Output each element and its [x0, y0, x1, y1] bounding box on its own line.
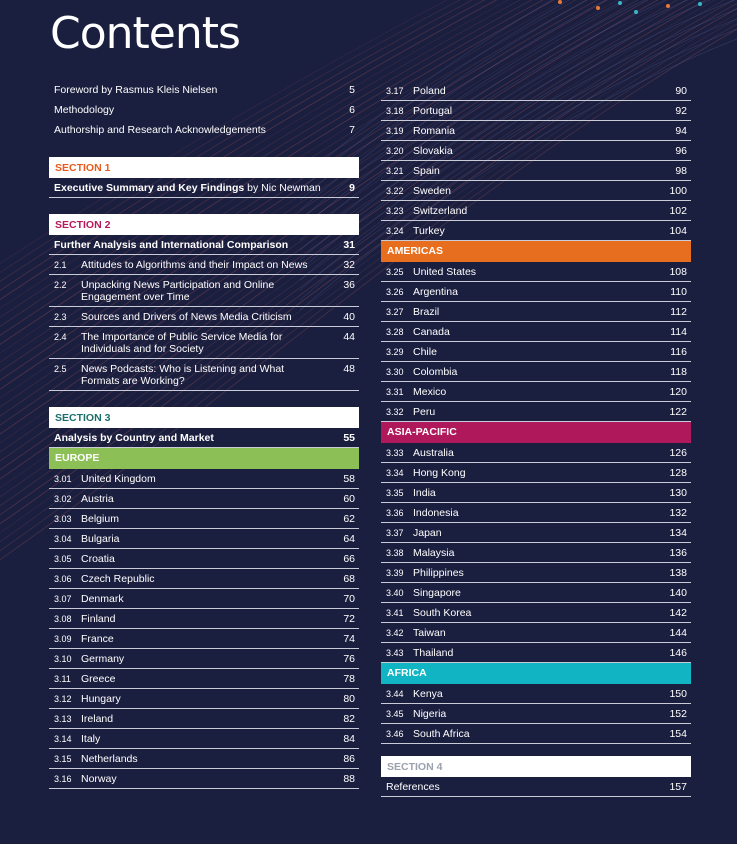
entry-label: News Podcasts: Who is Listening and What Formats are Working? [81, 363, 285, 387]
entry-label: Argentina [413, 286, 458, 298]
entry-label: Romania [413, 125, 456, 137]
toc-entry[interactable] [381, 322, 691, 342]
toc-entry[interactable] [49, 327, 359, 359]
entry-page: 92 [675, 105, 687, 117]
entry-label: Thailand [413, 647, 454, 659]
entry-label: Further Analysis and International Comparison [54, 239, 289, 251]
toc-entry[interactable] [49, 101, 359, 121]
entry-label: Spain [413, 165, 440, 177]
entry-page: 64 [343, 533, 355, 545]
entry-label: Indonesia [413, 507, 459, 519]
entry-page: 58 [343, 473, 355, 485]
asia-pacific-list [381, 443, 691, 663]
entry-label: Mexico [413, 386, 447, 398]
entry-number: 2.2 [54, 280, 67, 290]
toc-entry[interactable] [49, 529, 359, 549]
europe-region-header: EUROPE [49, 448, 359, 469]
europe-list-part1 [49, 469, 359, 789]
entry-label: Finland [81, 613, 116, 625]
entry-label: Sweden [413, 185, 451, 197]
entry-number: 3.26 [386, 287, 404, 297]
entry-page: 110 [670, 286, 687, 298]
entry-page: 130 [669, 487, 687, 499]
toc-entry[interactable] [49, 729, 359, 749]
entry-page: 114 [670, 326, 687, 338]
toc-entry[interactable] [381, 623, 691, 643]
entry-label: Nigeria [413, 708, 447, 720]
toc-entry[interactable] [49, 509, 359, 529]
toc-entry[interactable] [381, 81, 691, 101]
entry-page: 80 [343, 693, 355, 705]
entry-page: 76 [343, 653, 355, 665]
entry-number: 3.42 [386, 628, 404, 638]
entry-number: 3.22 [386, 186, 404, 196]
entry-label: Slovakia [413, 145, 453, 157]
entry-number: 3.06 [54, 574, 72, 584]
entry-page: 132 [669, 507, 687, 519]
entry-label: Germany [81, 653, 125, 665]
entry-number: 3.34 [386, 468, 404, 478]
entry-number: 3.02 [54, 494, 72, 504]
decorative-dot [698, 2, 702, 6]
entry-number: 3.30 [386, 367, 404, 377]
entry-page: 31 [343, 239, 355, 251]
toc-entry[interactable] [49, 769, 359, 789]
entry-label: Executive Summary and Key Findings by Nic Newman [54, 182, 321, 194]
entry-page: 96 [675, 145, 687, 157]
entry-label: South Korea [413, 607, 472, 619]
entry-label: Croatia [81, 553, 115, 565]
entry-number: 3.39 [386, 568, 404, 578]
americas-list [381, 262, 691, 422]
entry-page: 146 [669, 647, 687, 659]
toc-entry[interactable] [381, 362, 691, 382]
entry-page: 5 [349, 84, 355, 96]
entry-number: 3.46 [386, 729, 404, 739]
toc-entry[interactable] [381, 483, 691, 503]
toc-entry-further-analysis[interactable] [49, 235, 359, 255]
entry-page: 36 [343, 279, 355, 291]
entry-label: Czech Republic [81, 573, 155, 585]
entry-label: Philippines [413, 567, 464, 579]
entry-page: 104 [669, 225, 687, 237]
entry-number: 2.1 [54, 260, 67, 270]
entry-number: 3.27 [386, 307, 404, 317]
entry-number: 2.3 [54, 312, 67, 322]
decorative-dot [634, 10, 638, 14]
toc-entry[interactable] [381, 161, 691, 181]
entry-label: Belgium [81, 513, 119, 525]
toc-entry[interactable] [49, 469, 359, 489]
entry-number: 2.5 [54, 364, 67, 374]
entry-page: 44 [343, 331, 355, 343]
entry-number: 3.35 [386, 488, 404, 498]
americas-region-header: AMERICAS [381, 241, 691, 262]
entry-page: 134 [669, 527, 687, 539]
entry-label: Turkey [413, 225, 445, 237]
entry-page: 6 [349, 104, 355, 116]
entry-number: 3.20 [386, 146, 404, 156]
entry-label: Singapore [413, 587, 461, 599]
entry-label: The Importance of Public Service Media for Individuals and for Society [81, 331, 283, 355]
entry-page: 136 [669, 547, 687, 559]
entry-page: 126 [669, 447, 687, 459]
entry-label: Foreword by Rasmus Kleis Nielsen [54, 84, 218, 96]
entry-label: Switzerland [413, 205, 468, 217]
entry-page: 48 [343, 363, 355, 375]
entry-page: 116 [670, 346, 687, 358]
toc-entry[interactable] [381, 503, 691, 523]
toc-entry[interactable] [381, 101, 691, 121]
entry-number: 3.12 [54, 694, 72, 704]
entry-label: Netherlands [81, 753, 138, 765]
entry-page: 86 [343, 753, 355, 765]
entry-number: 3.28 [386, 327, 404, 337]
toc-entry[interactable] [381, 221, 691, 241]
entry-label: Brazil [413, 306, 440, 318]
toc-entry[interactable] [381, 704, 691, 724]
entry-label: Poland [413, 85, 446, 97]
entry-page: 112 [670, 306, 687, 318]
entry-page: 9 [349, 182, 355, 194]
entry-page: 66 [343, 553, 355, 565]
entry-number: 3.33 [386, 448, 404, 458]
toc-entry[interactable] [49, 629, 359, 649]
entry-number: 3.08 [54, 614, 72, 624]
entry-number: 3.21 [386, 166, 404, 176]
entry-number: 3.23 [386, 206, 404, 216]
toc-entry[interactable] [381, 777, 691, 797]
toc-entry-country-analysis[interactable] [49, 428, 359, 448]
entry-number: 3.25 [386, 267, 404, 277]
decorative-dot [558, 0, 562, 4]
entry-number: 3.10 [54, 654, 72, 664]
entry-label: Methodology [54, 104, 115, 116]
entry-page: 157 [669, 781, 687, 793]
toc-entry[interactable] [381, 201, 691, 221]
toc-entry[interactable] [381, 443, 691, 463]
entry-number: 3.45 [386, 709, 404, 719]
entry-label: Analysis by Country and Market [54, 432, 214, 444]
toc-left-column [49, 81, 359, 789]
toc-entry[interactable] [49, 689, 359, 709]
entry-page: 98 [675, 165, 687, 177]
entry-label: Hungary [81, 693, 121, 705]
entry-page: 100 [669, 185, 687, 197]
decorative-dot [618, 1, 622, 5]
toc-entry[interactable] [49, 307, 359, 327]
entry-page: 84 [343, 733, 355, 745]
toc-entry[interactable] [49, 359, 359, 391]
toc-entry[interactable] [381, 523, 691, 543]
toc-entry[interactable] [49, 589, 359, 609]
section-4-header: SECTION 4 [381, 756, 691, 777]
intro-list [49, 81, 359, 141]
entry-number: 3.37 [386, 528, 404, 538]
entry-label: India [413, 487, 436, 499]
toc-entry[interactable] [381, 342, 691, 362]
entry-number: 3.17 [386, 86, 404, 96]
entry-label: Malaysia [413, 547, 455, 559]
entry-label: United States [413, 266, 477, 278]
entry-number: 3.07 [54, 594, 72, 604]
entry-label: Ireland [81, 713, 114, 725]
toc-entry[interactable] [381, 724, 691, 744]
section-4-list [381, 777, 691, 797]
toc-entry[interactable] [49, 649, 359, 669]
africa-region-header: AFRICA [381, 663, 691, 684]
toc-entry[interactable] [381, 121, 691, 141]
entry-page: 72 [343, 613, 355, 625]
section-2-header: SECTION 2 [49, 214, 359, 235]
entry-page: 55 [343, 432, 355, 444]
entry-page: 140 [669, 587, 687, 599]
toc-entry[interactable] [49, 669, 359, 689]
entry-page: 102 [669, 205, 687, 217]
entry-number: 3.13 [54, 714, 72, 724]
entry-page: 94 [675, 125, 687, 137]
entry-label: Denmark [81, 593, 124, 605]
entry-number: 3.19 [386, 126, 404, 136]
entry-page: 82 [343, 713, 355, 725]
entry-page: 78 [343, 673, 355, 685]
entry-label: Canada [413, 326, 450, 338]
entry-number: 3.40 [386, 588, 404, 598]
entry-number: 3.14 [54, 734, 72, 744]
entry-page: 120 [669, 386, 687, 398]
toc-entry[interactable] [49, 609, 359, 629]
entry-number: 3.36 [386, 508, 404, 518]
entry-label: Japan [413, 527, 442, 539]
toc-entry[interactable] [381, 282, 691, 302]
entry-page: 70 [343, 593, 355, 605]
entry-page: 32 [343, 259, 355, 271]
entry-number: 3.29 [386, 347, 404, 357]
toc-entry[interactable] [49, 121, 359, 141]
toc-entry[interactable] [381, 262, 691, 282]
entry-label: References [386, 781, 440, 793]
entry-label: Chile [413, 346, 437, 358]
toc-right-column [381, 81, 691, 797]
toc-entry[interactable] [381, 643, 691, 663]
toc-entry[interactable] [381, 402, 691, 422]
entry-label: Colombia [413, 366, 458, 378]
toc-entry[interactable] [49, 549, 359, 569]
entry-label: Kenya [413, 688, 443, 700]
entry-label: Unpacking News Participation and Online Engagement over Time [81, 279, 275, 303]
entry-number: 3.41 [386, 608, 404, 618]
section-1-header: SECTION 1 [49, 157, 359, 178]
toc-entry[interactable] [381, 382, 691, 402]
entry-page: 68 [343, 573, 355, 585]
entry-number: 3.01 [54, 474, 72, 484]
entry-number: 3.15 [54, 754, 72, 764]
entry-page: 138 [669, 567, 687, 579]
toc-entry[interactable] [49, 275, 359, 307]
entry-label: Authorship and Research Acknowledgements [54, 124, 266, 136]
entry-page: 40 [343, 311, 355, 323]
toc-entry[interactable] [49, 489, 359, 509]
entry-number: 3.03 [54, 514, 72, 524]
entry-number: 3.38 [386, 548, 404, 558]
entry-page: 62 [343, 513, 355, 525]
entry-number: 3.04 [54, 534, 72, 544]
entry-page: 74 [343, 633, 355, 645]
entry-label: Italy [81, 733, 101, 745]
toc-entry[interactable] [381, 563, 691, 583]
asia-pacific-region-header: ASIA-PACIFIC [381, 422, 691, 443]
entry-label: Norway [81, 773, 117, 785]
europe-list-part2 [381, 81, 691, 241]
entry-page: 144 [669, 627, 687, 639]
entry-page: 88 [343, 773, 355, 785]
page-title: Contents [50, 8, 240, 59]
entry-number: 3.24 [386, 226, 404, 236]
entry-page: 90 [675, 85, 687, 97]
entry-label: Sources and Drivers of News Media Criticism [81, 311, 292, 323]
entry-label: Portugal [413, 105, 453, 117]
entry-number: 3.43 [386, 648, 404, 658]
entry-label: Hong Kong [413, 467, 466, 479]
entry-label: Taiwan [413, 627, 446, 639]
entry-page: 108 [669, 266, 687, 278]
entry-number: 3.05 [54, 554, 72, 564]
toc-entry-executive-summary[interactable] [49, 178, 359, 198]
toc-entry[interactable] [381, 684, 691, 704]
entry-label: Peru [413, 406, 436, 418]
section-2-list [49, 255, 359, 391]
entry-page: 150 [669, 688, 687, 700]
toc-entry[interactable] [381, 603, 691, 623]
entry-number: 3.31 [386, 387, 404, 397]
entry-label: Bulgaria [81, 533, 120, 545]
entry-number: 2.4 [54, 332, 67, 342]
section-3-header: SECTION 3 [49, 407, 359, 428]
entry-number: 3.18 [386, 106, 404, 116]
entry-page: 60 [343, 493, 355, 505]
africa-list [381, 684, 691, 744]
toc-entry[interactable] [49, 255, 359, 275]
toc-entry[interactable] [381, 463, 691, 483]
toc-entry[interactable] [381, 583, 691, 603]
entry-label: Greece [81, 673, 116, 685]
toc-entry[interactable] [49, 569, 359, 589]
toc-entry[interactable] [49, 749, 359, 769]
toc-entry[interactable] [49, 709, 359, 729]
entry-page: 122 [669, 406, 687, 418]
entry-label: France [81, 633, 114, 645]
entry-number: 3.16 [54, 774, 72, 784]
entry-label: South Africa [413, 728, 470, 740]
entry-label: Australia [413, 447, 454, 459]
toc-entry[interactable] [381, 141, 691, 161]
toc-entry[interactable] [381, 543, 691, 563]
entry-label: Austria [81, 493, 114, 505]
entry-number: 3.44 [386, 689, 404, 699]
decorative-dot [666, 4, 670, 8]
toc-entry[interactable] [49, 81, 359, 101]
entry-page: 142 [669, 607, 687, 619]
entry-number: 3.09 [54, 634, 72, 644]
entry-number: 3.32 [386, 407, 404, 417]
entry-label: Attitudes to Algorithms and their Impact on News [81, 259, 308, 271]
entry-page: 128 [669, 467, 687, 479]
entry-page: 152 [669, 708, 687, 720]
entry-page: 118 [670, 366, 687, 378]
decorative-dot [596, 6, 600, 10]
entry-number: 3.11 [54, 674, 71, 684]
entry-label: United Kingdom [81, 473, 156, 485]
entry-page: 7 [349, 124, 355, 136]
entry-page: 154 [669, 728, 687, 740]
toc-entry[interactable] [381, 302, 691, 322]
toc-entry[interactable] [381, 181, 691, 201]
